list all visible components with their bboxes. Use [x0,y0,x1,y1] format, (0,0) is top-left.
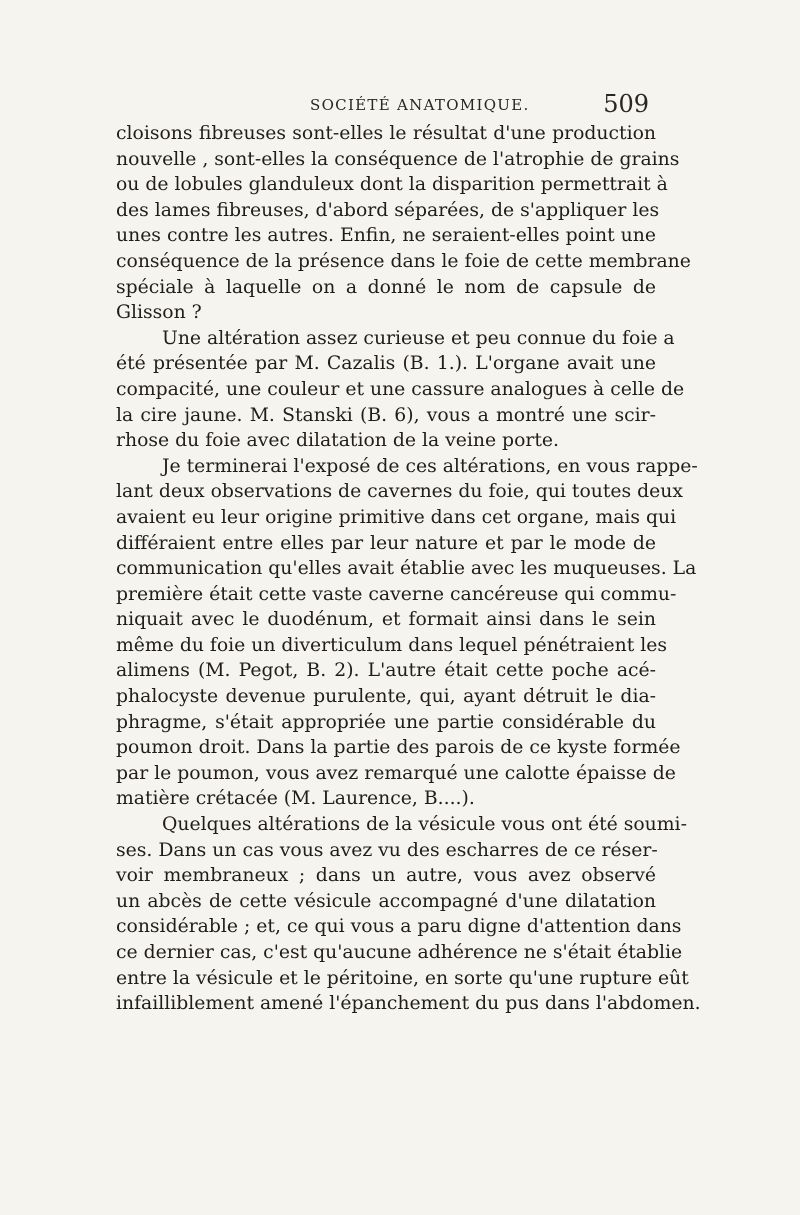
paragraph [116,326,685,454]
text-line: entre la vésicule et le péritoine, en sorte qu'une rupture eût [116,967,689,989]
text-line: même du foie un diverticulum dans lequel pénétraient les [116,634,668,656]
text-line: compacité, une couleur et une cassure analogues à celle de [116,378,685,400]
text-line: ou de lobules glanduleux dont la disparition permettrait à [116,174,668,196]
text-line: Glisson ? [116,302,202,324]
text-line: nouvelle , sont-elles la conséquence de l'atrophie de grains [116,148,680,170]
text-line: Je terminerai l'exposé de ces altérations, en vous rappe- [162,455,698,477]
text-line: communication qu'elles avait établie avec les muqueuses. La [116,558,697,580]
text-line: conséquence de la présence dans le foie de cette membrane [116,250,691,272]
text-line: cloisons fibreuses sont-elles le résultat d'une production [116,123,656,144]
text-line: Quelques altérations de la vésicule vous ont été soumi- [162,814,687,836]
text-line: la cire jaune. M. Stanski (B. 6), vous a montré une scir- [116,404,656,426]
text-line: été présentée par M. Cazalis (B. 1.). L'organe avait une [116,353,656,375]
text-line: spéciale à laquelle on a donné le nom de capsule de [116,276,656,298]
text-line: première était cette vaste caverne cancéreuse qui commu- [116,583,677,605]
text-line: Une altération assez curieuse et peu connue du foie a [162,327,675,349]
paragraph [116,454,698,812]
text-line: voir membraneux ; dans un autre, vous avez observé [116,865,656,887]
text-line: ce dernier cas, c'est qu'aucune adhérence ne s'était établie [116,942,683,963]
text-line: poumon droit. Dans la partie des parois de ce kyste formée [116,737,681,759]
text-line: matière crétacée (M. Laurence, B....). [116,788,475,810]
text-line: niquait avec le duodénum, et formait ainsi dans le sein [116,609,656,631]
text-line: différaient entre elles par leur nature et par le mode de [116,532,656,554]
text-line: phragme, s'était appropriée une partie considérable du [116,711,656,733]
text-line: ses. Dans un cas vous avez vu des escharres de ce réser- [116,839,658,861]
paragraph [116,121,691,326]
text-line: un abcès de cette vésicule accompagné d'une dilatation [116,890,656,912]
text-line: considérable ; et, ce qui vous a paru digne d'attention dans [116,916,682,938]
text-line: rhose du foie avec dilatation de la veine porte. [116,430,559,452]
main-text [116,121,701,1017]
text-line: infailliblement amené l'épanchement du pus dans l'abdomen. [116,993,701,1015]
text-line: lant deux observations de cavernes du foie, qui toutes deux [116,481,683,503]
page-number: 509 [603,90,649,118]
text-line: alimens (M. Pegot, B. 2). L'autre était cette poche acé- [116,660,656,682]
text-line: par le poumon, vous avez remarqué une calotte épaisse de [116,762,676,784]
running-title: SOCIÉTÉ ANATOMIQUE. [310,96,530,114]
paragraph [116,812,701,1017]
text-line: unes contre les autres. Enfin, ne seraient-elles point une [116,225,656,247]
text-line: avaient eu leur origine primitive dans cet organe, mais qui [116,506,677,528]
text-line: phalocyste devenue purulente, qui, ayant détruit le dia- [116,686,656,708]
text-line: des lames fibreuses, d'abord séparées, de s'appliquer les [116,199,660,221]
